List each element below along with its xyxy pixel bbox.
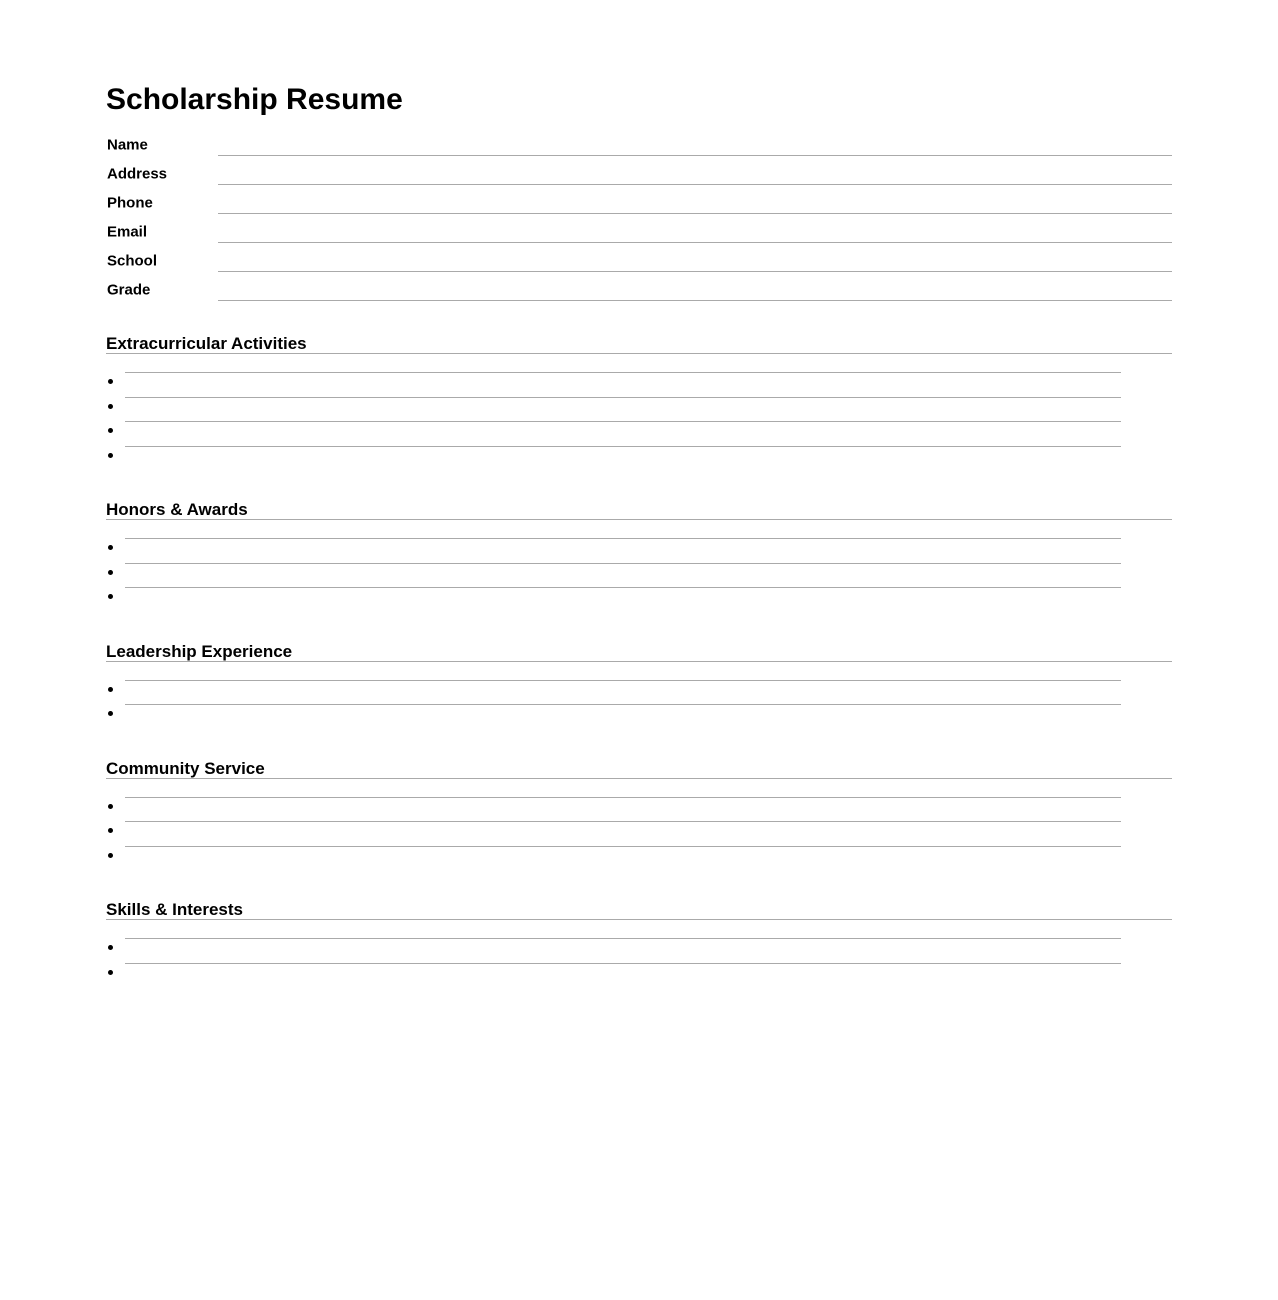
resume-section [106, 334, 1172, 470]
bullet-icon [108, 570, 113, 575]
field-blank-line[interactable] [218, 300, 1172, 301]
section-heading: Skills & Interests [106, 900, 1172, 920]
bullet-row [106, 680, 1172, 705]
bullet-row [106, 797, 1172, 822]
bullet-blank-line[interactable] [125, 704, 1121, 705]
bullet-row [106, 963, 1172, 988]
bullet-list [106, 797, 1172, 871]
contact-field-row [106, 217, 1172, 246]
bullet-icon [108, 828, 113, 833]
bullet-blank-line[interactable] [125, 563, 1121, 564]
bullet-list [106, 372, 1172, 470]
bullet-row [106, 397, 1172, 422]
bullet-icon [108, 711, 113, 716]
field-label: School [107, 252, 158, 269]
bullet-icon [108, 428, 113, 433]
contact-fields [106, 130, 1172, 304]
bullet-icon [108, 453, 113, 458]
field-blank-line[interactable] [218, 271, 1172, 272]
bullet-blank-line[interactable] [125, 421, 1121, 422]
field-label: Address [107, 165, 168, 182]
field-label: Email [107, 223, 148, 240]
contact-field-row [106, 246, 1172, 275]
bullet-icon [108, 379, 113, 384]
section-heading: Community Service [106, 759, 1172, 779]
bullet-blank-line[interactable] [125, 372, 1121, 373]
contact-field-row [106, 188, 1172, 217]
bullet-blank-line[interactable] [125, 446, 1121, 447]
field-blank-line[interactable] [218, 213, 1172, 214]
bullet-icon [108, 970, 113, 975]
bullet-blank-line[interactable] [125, 846, 1121, 847]
bullet-blank-line[interactable] [125, 538, 1121, 539]
bullet-row [106, 846, 1172, 871]
bullet-row [106, 938, 1172, 963]
bullet-list [106, 938, 1172, 987]
bullet-icon [108, 545, 113, 550]
bullet-row [106, 446, 1172, 471]
bullet-icon [108, 945, 113, 950]
resume-sections [106, 334, 1172, 987]
bullet-blank-line[interactable] [125, 680, 1121, 681]
bullet-blank-line[interactable] [125, 797, 1121, 798]
bullet-row [106, 538, 1172, 563]
resume-section [106, 500, 1172, 612]
bullet-blank-line[interactable] [125, 587, 1121, 588]
bullet-row [106, 372, 1172, 397]
bullet-blank-line[interactable] [125, 963, 1121, 964]
contact-field-row [106, 275, 1172, 304]
section-heading: Honors & Awards [106, 500, 1172, 520]
bullet-blank-line[interactable] [125, 821, 1121, 822]
contact-field-row [106, 159, 1172, 188]
bullet-blank-line[interactable] [125, 938, 1121, 939]
resume-section [106, 900, 1172, 987]
page-title: Scholarship Resume [106, 83, 403, 116]
bullet-row [106, 704, 1172, 729]
field-blank-line[interactable] [218, 155, 1172, 156]
resume-section [106, 642, 1172, 729]
bullet-list [106, 538, 1172, 612]
bullet-row [106, 421, 1172, 446]
bullet-list [106, 680, 1172, 729]
resume-section [106, 759, 1172, 871]
bullet-row [106, 821, 1172, 846]
bullet-row [106, 587, 1172, 612]
field-blank-line[interactable] [218, 184, 1172, 185]
section-heading: Leadership Experience [106, 642, 1172, 662]
contact-field-row [106, 130, 1172, 159]
field-blank-line[interactable] [218, 242, 1172, 243]
bullet-icon [108, 404, 113, 409]
field-label: Grade [107, 281, 151, 298]
section-heading: Extracurricular Activities [106, 334, 1172, 354]
bullet-icon [108, 687, 113, 692]
field-label: Name [107, 136, 148, 153]
bullet-icon [108, 804, 113, 809]
bullet-icon [108, 594, 113, 599]
bullet-icon [108, 853, 113, 858]
field-label: Phone [107, 194, 153, 211]
bullet-row [106, 563, 1172, 588]
bullet-blank-line[interactable] [125, 397, 1121, 398]
